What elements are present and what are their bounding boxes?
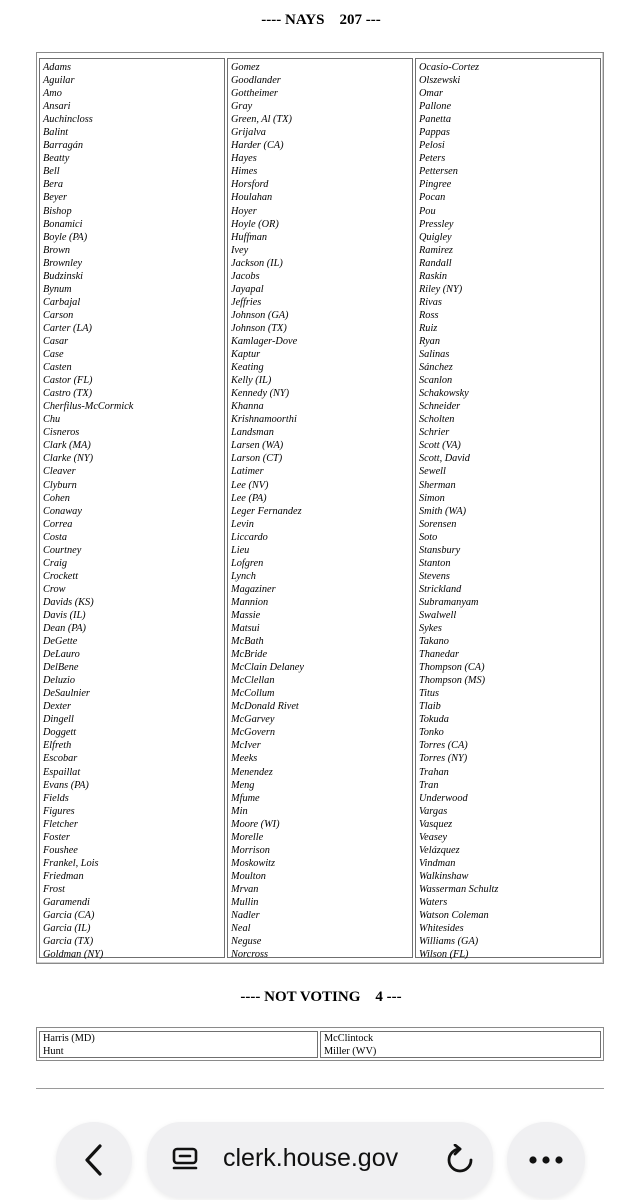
member-name: Bera (43, 179, 64, 191)
member-name: Houlahan (231, 192, 273, 204)
member-name: Larson (CT) (231, 453, 283, 465)
member-name: Boyle (PA) (43, 231, 88, 243)
member-name: Sewell (419, 466, 446, 478)
member-name: Beyer (43, 192, 68, 204)
member-name: Min (231, 805, 248, 817)
member-name: Williams (GA) (419, 936, 479, 948)
member-name: Wilson (FL) (419, 949, 469, 961)
member-name: Huffman (231, 231, 268, 243)
nays-column-2 (227, 58, 413, 961)
url-text: clerk.house.gov (223, 1144, 399, 1172)
member-name: Evans (PA) (43, 779, 89, 791)
member-name: Latimer (231, 466, 264, 478)
member-name: Green, Al (TX) (231, 114, 292, 126)
member-name: Tlaib (419, 701, 441, 713)
member-name: Foushee (43, 844, 78, 856)
member-name: McBride (231, 649, 268, 661)
member-name: Takano (419, 636, 449, 648)
member-name: Davis (IL) (43, 609, 86, 621)
member-name: Escobar (43, 753, 78, 765)
member-name: McBath (231, 636, 264, 648)
member-name: Riley (NY) (419, 283, 463, 295)
member-name: Stansbury (419, 544, 461, 556)
member-name: Conaway (43, 505, 82, 517)
member-name: Sorensen (419, 518, 457, 530)
not-voting-table (36, 1027, 604, 1061)
member-name: Swalwell (419, 609, 457, 621)
member-name: Keating (231, 362, 264, 374)
member-name: Pou (419, 205, 436, 217)
member-name: Case (43, 349, 64, 361)
member-name: Rivas (419, 296, 442, 308)
reload-icon[interactable] (445, 1144, 475, 1176)
member-name: Magaziner (231, 583, 276, 595)
member-name: Strickland (419, 583, 462, 595)
not-voting-column-1 (39, 1031, 318, 1058)
member-name: McCollum (231, 688, 275, 700)
member-name: Miller (WV) (324, 1045, 377, 1057)
member-name: Gray (231, 101, 253, 113)
member-name: McDonald Rivet (231, 701, 299, 713)
member-name: Johnson (TX) (231, 322, 287, 334)
member-name: Elfreth (43, 740, 72, 752)
member-name: Vasquez (419, 818, 453, 830)
member-name: Pettersen (419, 166, 458, 178)
member-name: Kaptur (231, 349, 261, 361)
member-name: McClellan (231, 675, 275, 687)
member-name: Ruiz (419, 322, 438, 334)
member-name: Morelle (231, 831, 264, 843)
member-name: Gomez (231, 62, 260, 73)
member-name: Torres (NY) (419, 753, 468, 765)
member-name: Horsford (231, 179, 269, 191)
member-name: Nadler (231, 910, 260, 922)
member-name: Auchincloss (43, 114, 93, 126)
member-name: Courtney (43, 544, 82, 556)
member-name: McClintock (324, 1033, 374, 1044)
member-name: Cisneros (43, 427, 80, 439)
member-name: Gottheimer (231, 88, 278, 100)
member-name: Aguilar (43, 75, 75, 87)
member-name: Garcia (CA) (43, 910, 95, 922)
address-bar[interactable] (147, 1122, 493, 1198)
member-name: Schneider (419, 401, 461, 413)
member-name: Adams (43, 62, 72, 73)
member-name: Amo (43, 88, 62, 100)
member-name: Ryan (419, 335, 440, 347)
member-name: Crow (43, 583, 66, 595)
member-name: Ocasio-Cortez (419, 62, 480, 73)
member-name: Dexter (43, 701, 72, 713)
member-name: Sykes (419, 623, 442, 635)
member-name: Brown (43, 244, 71, 256)
member-name: Matsui (231, 623, 260, 635)
member-name: McClain Delaney (231, 662, 304, 674)
member-name: Davids (KS) (43, 596, 94, 608)
member-name: Olszewski (419, 75, 461, 87)
member-name: Scholten (419, 414, 455, 426)
member-name: Grijalva (231, 127, 266, 139)
member-name: Jacobs (231, 270, 260, 282)
member-name: Costa (43, 531, 68, 543)
member-name: Garcia (TX) (43, 936, 94, 948)
member-name: Sánchez (419, 362, 453, 374)
member-name: Sherman (419, 479, 456, 491)
member-name: Beatty (43, 153, 70, 165)
member-name: Foster (43, 831, 70, 843)
member-name: Landsman (231, 427, 274, 439)
member-name: Pingree (419, 179, 452, 191)
browser-toolbar (0, 1098, 642, 1200)
member-name: Scanlon (419, 375, 453, 387)
member-name: Lofgren (231, 557, 264, 569)
member-name: Jeffries (231, 296, 262, 308)
member-name: Pallone (419, 101, 452, 113)
more-button[interactable] (507, 1122, 585, 1198)
member-name: Menendez (231, 766, 273, 778)
member-name: DeLauro (43, 649, 80, 661)
member-name: Thanedar (419, 649, 460, 661)
member-name: Omar (419, 88, 444, 100)
member-name: Larsen (WA) (231, 440, 284, 452)
member-name: Craig (43, 557, 68, 569)
member-name: Clark (MA) (43, 440, 91, 452)
member-name: Watson Coleman (419, 910, 489, 922)
member-name: Himes (231, 166, 258, 178)
member-name: Goodlander (231, 75, 281, 87)
member-name: Cleaver (43, 466, 76, 478)
member-name: Lynch (231, 570, 256, 582)
member-name: Cherfilus-McCormick (43, 401, 134, 413)
back-button[interactable] (56, 1122, 132, 1198)
member-name: Bonamici (43, 218, 83, 230)
member-name: Moskowitz (231, 857, 276, 869)
member-name: Neal (231, 923, 251, 935)
member-name: Bell (43, 166, 60, 178)
member-name: Carson (43, 309, 74, 321)
member-name: McGarvey (231, 714, 275, 726)
member-name: Lee (PA) (231, 492, 267, 504)
member-name: Ross (419, 309, 439, 321)
member-name: Dean (PA) (43, 623, 86, 635)
member-name: Smith (WA) (419, 505, 467, 517)
member-name: Pappas (419, 127, 450, 139)
member-name: Hunt (43, 1045, 64, 1057)
member-name: DelBene (43, 662, 79, 674)
member-name: Tokuda (419, 714, 449, 726)
member-name: Crockett (43, 570, 79, 582)
member-name: Scott (VA) (419, 440, 461, 452)
member-name: McGovern (231, 727, 276, 739)
member-name: Thompson (MS) (419, 675, 486, 687)
member-name: Balint (43, 127, 69, 139)
member-name: Schrier (419, 427, 450, 439)
member-name: Quigley (419, 231, 452, 243)
member-name: Peters (419, 153, 446, 165)
member-name: Castor (FL) (43, 375, 93, 387)
member-name: Pocan (419, 192, 446, 204)
more-icon (528, 1155, 564, 1165)
member-name: Clyburn (43, 479, 77, 491)
member-name: Scott, David (419, 453, 470, 465)
member-name: Garamendi (43, 897, 90, 908)
member-name: Trahan (419, 766, 449, 778)
member-name: Schakowsky (419, 388, 469, 400)
member-name: Espaillat (43, 766, 81, 778)
member-name: Pressley (419, 218, 454, 230)
member-name: Bynum (43, 283, 72, 295)
member-name: Moore (WI) (231, 818, 280, 830)
member-name: Chu (43, 414, 61, 426)
member-name: Velázquez (419, 844, 460, 856)
member-name: Neguse (231, 936, 262, 948)
member-name: Tran (419, 779, 439, 791)
member-name: Pelosi (419, 140, 445, 152)
not-voting-heading: ---- NOT VOTING 4 --- (240, 989, 402, 1005)
member-name: Budzinski (43, 270, 84, 282)
member-name: Veasey (419, 831, 448, 843)
member-name: Hoyer (231, 205, 257, 217)
member-name: Thompson (CA) (419, 662, 485, 674)
member-name: Frankel, Lois (43, 857, 99, 869)
member-name: Salinas (419, 349, 450, 361)
member-name: Panetta (419, 114, 452, 126)
member-name: Barragán (43, 140, 84, 152)
member-name: Figures (43, 805, 75, 817)
member-name: Casar (43, 335, 69, 347)
member-name: Khanna (231, 401, 264, 413)
member-name: Kamlager-Dove (231, 335, 298, 347)
member-name: Fletcher (43, 818, 78, 830)
member-name: Cohen (43, 492, 70, 504)
member-name: McIver (231, 740, 261, 752)
member-name: Lieu (231, 544, 250, 556)
member-name: Mfume (231, 792, 260, 804)
member-name: Doggett (43, 727, 77, 739)
member-name: Johnson (GA) (231, 309, 289, 321)
member-name: Walkinshaw (419, 870, 469, 882)
member-name: Brownley (43, 257, 83, 269)
member-name: Simon (419, 492, 445, 504)
member-name: DeSaulnier (43, 688, 90, 700)
member-name: Mrvan (231, 883, 259, 895)
member-name: Goldman (NY) (43, 949, 104, 961)
member-name: Casten (43, 362, 72, 374)
member-name: Levin (231, 518, 254, 530)
member-name: Jackson (IL) (231, 257, 283, 269)
member-name: Liccardo (231, 531, 268, 543)
member-name: Garcia (IL) (43, 923, 91, 935)
member-name: Fields (43, 792, 69, 804)
member-name: Norcross (231, 949, 268, 961)
member-name: Soto (419, 531, 438, 543)
member-name: Stevens (419, 570, 450, 582)
member-name: Massie (231, 609, 261, 621)
member-name: Vindman (419, 857, 456, 869)
member-name: Kelly (IL) (231, 375, 272, 387)
member-name: Stanton (419, 557, 451, 569)
member-name: Carter (LA) (43, 322, 92, 334)
member-name: Meeks (231, 753, 258, 765)
member-name: Bishop (43, 205, 72, 217)
member-name: Correa (43, 518, 73, 530)
member-name: Kennedy (NY) (231, 388, 290, 400)
member-name: Torres (CA) (419, 740, 468, 752)
member-name: Titus (419, 688, 440, 700)
member-name: Whitesides (419, 923, 464, 935)
member-name: Mannion (231, 596, 269, 608)
chevron-left-icon (82, 1143, 106, 1177)
member-name: Harris (MD) (43, 1033, 95, 1044)
divider (36, 1088, 604, 1089)
member-name: Hayes (231, 153, 257, 165)
nays-column-3 (415, 58, 601, 961)
member-name: Leger Fernandez (231, 505, 302, 517)
member-name: Castro (TX) (43, 388, 93, 400)
member-name: Subramanyam (419, 596, 479, 608)
member-name: Clarke (NY) (43, 453, 94, 465)
member-name: Moulton (231, 870, 266, 882)
nays-table (36, 52, 604, 964)
nays-column-1 (39, 58, 225, 961)
nays-heading: ---- NAYS 207 --- (261, 12, 381, 28)
member-name: Hoyle (OR) (231, 218, 279, 230)
member-name: Meng (231, 779, 255, 791)
member-name: Deluzio (43, 675, 76, 687)
member-name: Raskin (419, 270, 448, 282)
member-name: Carbajal (43, 296, 81, 308)
member-name: Wasserman Schultz (419, 883, 499, 895)
member-name: DeGette (43, 636, 78, 648)
member-name: Morrison (231, 844, 270, 856)
not-voting-column-2 (320, 1031, 601, 1058)
member-name: Dingell (43, 714, 74, 726)
member-name: Ramirez (419, 244, 453, 256)
site-settings-icon (171, 1146, 199, 1174)
member-name: Ansari (43, 101, 71, 113)
member-name: Lee (NV) (231, 479, 269, 491)
member-name: Friedman (43, 870, 84, 882)
member-name: Mullin (231, 897, 259, 908)
member-name: Krishnamoorthi (231, 414, 297, 426)
member-name: Underwood (419, 792, 468, 804)
member-name: Waters (419, 897, 448, 908)
member-name: Frost (43, 883, 65, 895)
member-name: Jayapal (231, 283, 264, 295)
member-name: Tonko (419, 727, 444, 739)
member-name: Harder (CA) (231, 140, 284, 152)
member-name: Randall (419, 257, 452, 269)
member-name: Ivey (231, 244, 249, 256)
member-name: Vargas (419, 805, 448, 817)
